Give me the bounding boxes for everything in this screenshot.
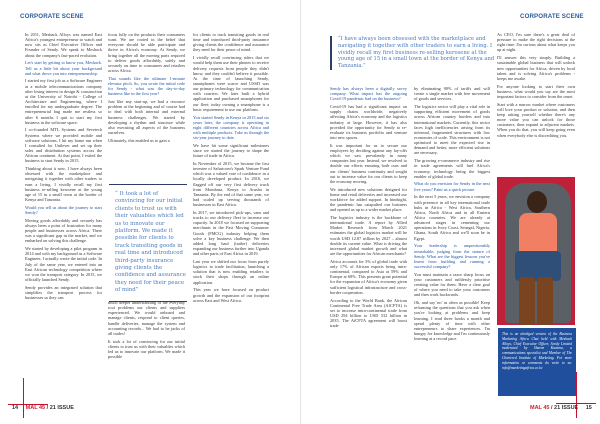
- paragraph: Thinking about it now, I have always been obsessed with the marketplace and navigating it together with other traders to earn a living. I vividly recall my first business re-selling kerosene at the young age of 15 in a small town at the border of Kenya and Tanzania.: [25, 166, 102, 203]
- paragraph: It was important for us to secure our employees by deciding against any lay-offs which we saw prevalently in many companies last year. Instead, we resolved to double our efforts ensuring both ours and our clients' business continuity and sought out to increase value for our clients to keep the economy moving.: [330, 142, 407, 184]
- crop-mark: [576, 372, 577, 418]
- portrait-photo: [497, 177, 575, 325]
- paragraph: In the next 5 years, we envision a company with presence in all key international trade hubs in Africa - West Africa, Southern Africa, North Africa and in all Eastern Africa countries. We are already at advanced stages in cementing our operations in Ivory Coast, Senegal, Nigeria, Ghana, South Africa and we'll soon be in Egypt.: [414, 194, 490, 241]
- article-column-c: [497, 32, 575, 140]
- paragraph: I'll answer this very simply. Building a sustainable global business that will unlock new opportunities for Africa, driven by local talent and is solving Africa's problems - keeps me awake.: [497, 55, 575, 81]
- paragraph: by eliminating 90% of tariffs and will create a single market with free movement of goods and services.: [414, 86, 490, 102]
- interview-question: What do you envision for Sendy in the next five years? Paint us a quick picture.: [414, 181, 490, 192]
- magazine-name: MAL 45: [530, 405, 550, 411]
- paragraph: I started my first job as a Software Engineer at a mobile telecommunications company after losing interest in design & construction at the University of Nairobi - College of Architecture and Engineering, where I enrolled for my undergraduate degree. The entrepreneurial bug made me restless so after 6 months I quit to start my first business in the software space.: [25, 78, 102, 125]
- paragraph: Ultimately, this enabled us to gain a: [108, 137, 170, 143]
- interview-question: Sendy has always been a digitally savvy company. What impact has the ongoing Covid-19 pandemic had on the business?: [330, 86, 407, 102]
- paragraph: much deeper understanding of the everyday root problems our clients and suppliers experienced. We would onboard and manage clients, respond to client queries, handle deliveries, manage the system and accounting records... We had to be jacks of all trades!: [108, 300, 185, 336]
- article-column-2-top: [108, 32, 185, 146]
- page-footer: [12, 405, 74, 411]
- paragraph: The logistics industry is the backbone of international trade. A report by Allied Market Research from March 2021 estimates the global logistics market will be worth USD 12.87 trillion by 2027 – almost double its current value. What is driving the increased global market growth and what are the opportunities for African merchants?: [330, 214, 407, 257]
- paragraph: focus fully on the products their consumers want. We are rooted in the belief that everyone should be able participate and thrive in Africa's economy. At Sendy, we bring together all the moving parts required to deliver goods affordably, safely and securely on time to consumers and retailers across Africa.: [108, 32, 185, 74]
- page-number: 14: [12, 405, 19, 411]
- editor-note-box: This is an abridged version of the Business Marketing Africa Chat held with Meshack Alloys, Chief Executive Officer, Sendy Limited moderated by Sharon Kavuma, a communications specialist and Member of The Chartered Institute of Marketing. For more information or comments do write to us: info@marketingafrica.co.ke: [498, 328, 576, 396]
- paragraph: Start with a narrow market where customers will love your product or solution, and then keep asking yourself whether there's any more value you can unlock for those customers, then expand to adjacent markets. When you do that, you will keep going even when everybody else is discrediting you.: [497, 101, 575, 138]
- article-column-2-bottom: [108, 300, 185, 362]
- paragraph: This year we have focused on product growth and the expansion of our footprint across East and West Africa.: [193, 287, 269, 303]
- interview-question: Would you tell us about the journey to start Sendy?: [25, 204, 102, 215]
- article-column-1: [25, 32, 102, 303]
- paragraph: for clients to track transiting goods in real time and introduced third-party insurance giving clients the confidence and assurance they need for their peace of mind.: [193, 32, 269, 53]
- interview-question: You started Sendy in Kenya in 2015 and six years later, the company is operating in eight different countries across Africa and with multiple products. Take us through the six-year journey to date.: [193, 114, 269, 141]
- crop-mark: [23, 378, 24, 418]
- paragraph: Sendy provides an integrated solution that simplifies the transport process for businesses so they can: [25, 284, 102, 301]
- paragraph: In 2011, Meshack Alloys was named East Africa's youngest entrepreneur to watch and now sits as Chief Executive Officer and Founder of Sendy. We speak to Meshack about the company's fast-paced evolution.: [25, 32, 102, 58]
- paragraph: According to the World Bank, the African Continental Free Trade Area (AfCFTA) is set to increase intra-continental trade from USD 294 billion to USD 532 billion in 2035. The AfCFTA agreement will boost trade: [330, 297, 407, 329]
- paragraph: Just like any start-up, we had a resource problem at the beginning and of course had to deal with both internal and external business challenges. We started by developing a rhythm and structure while also executing all aspects of the business ourselves.: [108, 99, 185, 135]
- interview-question: That sounds like the ultimate 1-minute elevator pitch. So, you wrote the initial code for Sendy - what was the day-to-day business like in the first year?: [108, 75, 185, 97]
- crop-mark: [556, 403, 596, 404]
- interview-question: Let's start by getting to know you, Meshack. Tell us a little bit about your background and what drove you into entrepreneurship.: [25, 60, 102, 76]
- paragraph: I co-founded MTL Systems and Sevetech Systems where we provided mobile and software solutions. I hit my home run when I consulted for Unilever and set up their sales and distribution systems across the African continent. At that point, I exited the business to start Sendy in 2015.: [25, 127, 102, 164]
- paragraph: We started by developing a pilot program in 2014 and with my background as a Software Engineer, I actually wrote the initial code. In July of the same year, we entered into an East African technology competition where we won the transport category. In 2015, we officially launched Sendy.: [25, 246, 102, 283]
- interview-question: Your leadership is unquestionably remarkable, judging from the stature of Sendy. What are the biggest lessons you've learnt from building and running a successful company?: [414, 243, 490, 269]
- paragraph: For anyone looking to start their own business, what would you say are the most important factors to consider from the onset.: [497, 83, 575, 99]
- paragraph: The growing e-commerce industry and rise in trade agreements will fuel Africa's economy, technology being the biggest enabler of global trade.: [414, 158, 490, 179]
- magazine-name: MAL 45: [25, 405, 46, 411]
- pull-quote: “I have always been obsessed with the marketplace and navigating it together with other traders to earn a living. I vividly recall my first business re-selling kerosene at the young age of 15 in a small town at the border of Kenya and Tanzania.”: [330, 36, 503, 70]
- paragraph: It took a lot of convincing for our initial clients to trust us with their valuables which led us to innovate our platform. We made it possible: [108, 338, 185, 360]
- pull-quote: “ It took a lot of convincing for our initial clients to trust us with their valuables which led us to innovate our platform. We made it possible for clients to track transiting goods in real time and introduced third-party insurance giving clients the confidence and assurance they need for their peace of mind”: [109, 184, 187, 302]
- paragraph: We introduced new solutions designed for home and retail deliveries and increased our workforce for added support. In hindsight, the pandemic has catapulted our business and opened us up to a wider market place.: [330, 186, 407, 213]
- paragraph: Covid-19 has had a significant impact on supply chains worldwide, negatively affecting Africa's economy and the logistics industry at large. However, it has also provided the opportunity for Sendy to re-evaluate its business portfolio and venture into new spaces.: [330, 104, 407, 140]
- paragraph: As CEO, I'm sure there's a great deal of pressure to make the right decisions at the right time. I'm curious about what keeps you up at night.: [497, 32, 575, 53]
- paragraph: You must maintain a razor sharp focus on your customers and ruthlessly prioritise creating value for them. Have a clear goal of where you need to take your customers and then work backwards.: [414, 271, 490, 298]
- section-header: CORPORATE SCENE: [520, 13, 584, 20]
- paragraph: In 2017, we introduced pick-ups, vans and trucks to our delivery fleet to increase our capacity. In 2018 we focused on supporting merchants in the Fast Moving Consumer Goods (FMCG) industry helping them solve a key business challenge. We then added long haul (trailer) deliveries expanding our business further into Uganda and other parts of East Africa in 2019.: [193, 209, 269, 257]
- section-header: CORPORATE SCENE: [20, 13, 84, 20]
- article-column-3: [193, 32, 269, 305]
- article-column-a: [330, 86, 407, 331]
- paragraph: We have hit some significant milestones since we started the journey to shape the future of trade in Africa.: [193, 142, 269, 159]
- issue-label: / 21 ISSUE: [551, 405, 579, 411]
- paragraph: I vividly recall convincing riders that we would help them use their phones to receive delivery requests from people they didn't know, and they couldn't believe it possible. At the time of launching Sendy, smartphones were scarce and USSD was our primary technology for communication with couriers. We later built a hybrid application and purchased smartphones for our fleet; today owning a smartphone is a basic requirement to use our platform.: [193, 55, 269, 112]
- page-footer: [530, 405, 592, 411]
- paragraph: In November of 2015, we became the first investee of Safaricom's Spark Venture Fund which was a valued vote of confidence in a locally developed product. In 2016, we flagged off our very first delivery truck from Mombasa, Kenya to Arusha in Tanzania. By the end of that same year, we had scaled up serving thousands of businesses in East Africa.: [193, 160, 269, 208]
- issue-label: / 21 ISSUE: [46, 405, 74, 411]
- paragraph: Africa accounts for 3% of global trade with only 17% of African exports being intra-continental, compared to Asia at 59% and Europe at 68%. This presents great potential for the expansion of Africa's economy given sufficient logistical infrastructure and cross-border cooperation.: [330, 258, 407, 295]
- article-column-b: [414, 86, 490, 344]
- paragraph: The logistics sector will play a vital role in supporting efficient movement of goods across African country borders and into international markets. Currently, this sector faces high inefficiencies arising from its informal, fragmented structures with low economies of scale. This environment is not optimised to meet the expected rise in demand and better, more efficient solutions are necessary.: [414, 104, 490, 156]
- page-number: 15: [585, 405, 592, 411]
- paragraph: Oh, and say 'no' as often as possible! Keep reframing the questions that you ask when you're looking at problems and keep learning. I read three books a month and spend plenty of time with other entrepreneurs to share experiences. I'm hungry for knowledge and I'm continuously learning at a record pace.: [414, 300, 490, 342]
- paragraph: Last year we shifted our focus from purely logistics to trade facilitation, launching a solution that is now enabling retailers to stock their shops through an online application.: [193, 258, 269, 285]
- paragraph: Moving goods affordably and securely has always been a point of frustration for many people and businesses across Africa. There was a significant gap in the market, and we embarked on solving this challenge.: [25, 217, 102, 244]
